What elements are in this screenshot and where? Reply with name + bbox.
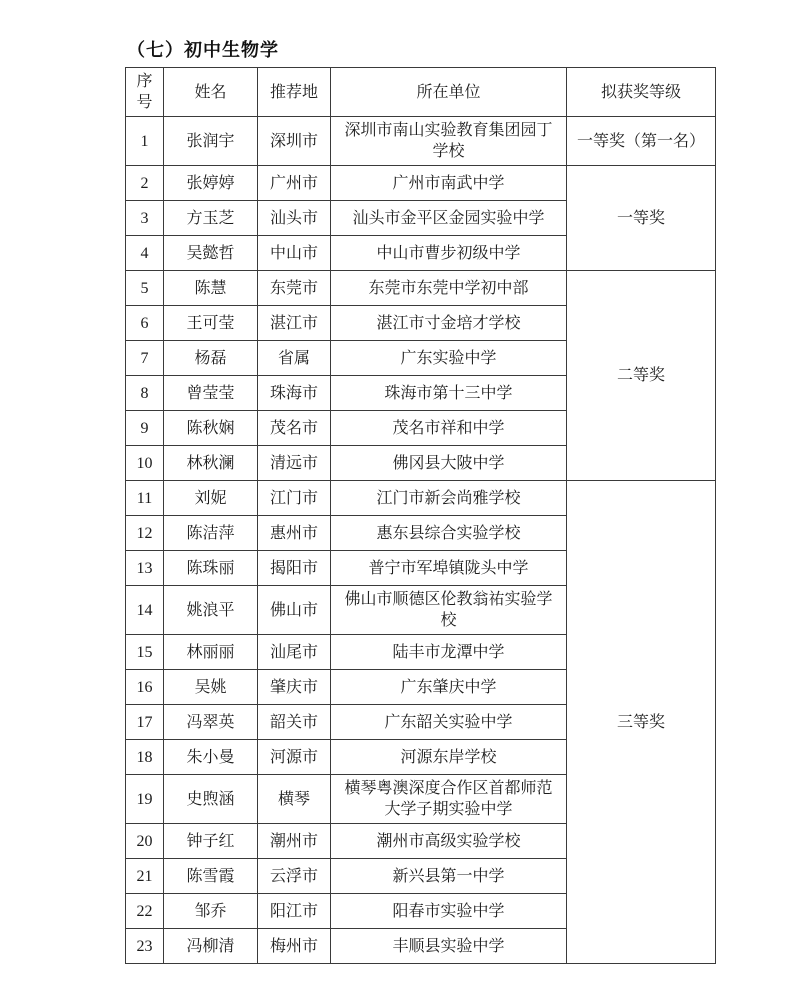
cell-school: 茂名市祥和中学 — [331, 411, 567, 446]
cell-place: 河源市 — [258, 740, 331, 775]
cell-name: 张润宇 — [164, 117, 258, 166]
cell-name: 刘妮 — [164, 481, 258, 516]
cell-school: 湛江市寸金培才学校 — [331, 306, 567, 341]
cell-place: 惠州市 — [258, 516, 331, 551]
cell-no: 14 — [126, 586, 164, 635]
cell-place: 湛江市 — [258, 306, 331, 341]
cell-place: 阳江市 — [258, 894, 331, 929]
cell-school: 佛山市顺德区伦教翁祐实验学校 — [331, 586, 567, 635]
cell-no: 12 — [126, 516, 164, 551]
cell-school: 潮州市高级实验学校 — [331, 824, 567, 859]
cell-school: 河源东岸学校 — [331, 740, 567, 775]
cell-no: 21 — [126, 859, 164, 894]
cell-place: 汕尾市 — [258, 635, 331, 670]
cell-name: 王可莹 — [164, 306, 258, 341]
cell-school: 丰顺县实验中学 — [331, 929, 567, 964]
header-cell-name: 姓名 — [164, 68, 258, 117]
cell-place: 茂名市 — [258, 411, 331, 446]
cell-place: 中山市 — [258, 236, 331, 271]
cell-no: 17 — [126, 705, 164, 740]
header-cell-award: 拟获奖等级 — [567, 68, 716, 117]
cell-no: 19 — [126, 775, 164, 824]
cell-no: 18 — [126, 740, 164, 775]
cell-name: 方玉芝 — [164, 201, 258, 236]
cell-no: 13 — [126, 551, 164, 586]
cell-no: 23 — [126, 929, 164, 964]
cell-place: 汕头市 — [258, 201, 331, 236]
cell-place: 韶关市 — [258, 705, 331, 740]
cell-no: 9 — [126, 411, 164, 446]
cell-no: 11 — [126, 481, 164, 516]
cell-no: 15 — [126, 635, 164, 670]
cell-school: 东莞市东莞中学初中部 — [331, 271, 567, 306]
header-cell-place: 推荐地 — [258, 68, 331, 117]
table-row — [126, 166, 716, 201]
table-row — [126, 481, 716, 516]
cell-no: 1 — [126, 117, 164, 166]
cell-school: 广州市南武中学 — [331, 166, 567, 201]
cell-place: 横琴 — [258, 775, 331, 824]
cell-place: 佛山市 — [258, 586, 331, 635]
cell-school: 深圳市南山实验教育集团园丁学校 — [331, 117, 567, 166]
header-cell-no: 序号 — [126, 68, 164, 117]
cell-school: 广东实验中学 — [331, 341, 567, 376]
cell-school: 江门市新会尚雅学校 — [331, 481, 567, 516]
cell-name: 陈慧 — [164, 271, 258, 306]
cell-name: 陈洁萍 — [164, 516, 258, 551]
cell-place: 东莞市 — [258, 271, 331, 306]
cell-no: 2 — [126, 166, 164, 201]
cell-name: 冯柳清 — [164, 929, 258, 964]
cell-place: 揭阳市 — [258, 551, 331, 586]
cell-name: 杨磊 — [164, 341, 258, 376]
cell-name: 吴懿哲 — [164, 236, 258, 271]
cell-name: 陈珠丽 — [164, 551, 258, 586]
cell-no: 6 — [126, 306, 164, 341]
cell-place: 珠海市 — [258, 376, 331, 411]
cell-place: 云浮市 — [258, 859, 331, 894]
cell-place: 梅州市 — [258, 929, 331, 964]
cell-name: 姚浪平 — [164, 586, 258, 635]
page-title: （七）初中生物学 — [127, 40, 279, 60]
cell-no: 5 — [126, 271, 164, 306]
cell-place: 肇庆市 — [258, 670, 331, 705]
cell-place: 广州市 — [258, 166, 331, 201]
cell-school: 广东韶关实验中学 — [331, 705, 567, 740]
cell-name: 陈雪霞 — [164, 859, 258, 894]
cell-name: 张婷婷 — [164, 166, 258, 201]
cell-place: 江门市 — [258, 481, 331, 516]
cell-place: 深圳市 — [258, 117, 331, 166]
header-cell-school: 所在单位 — [331, 68, 567, 117]
cell-school: 广东肇庆中学 — [331, 670, 567, 705]
cell-no: 8 — [126, 376, 164, 411]
cell-name: 邹乔 — [164, 894, 258, 929]
cell-school: 陆丰市龙潭中学 — [331, 635, 567, 670]
cell-name: 陈秋娴 — [164, 411, 258, 446]
cell-no: 20 — [126, 824, 164, 859]
cell-name: 曾莹莹 — [164, 376, 258, 411]
table-row — [126, 271, 716, 306]
cell-award: 二等奖 — [567, 271, 716, 481]
cell-no: 10 — [126, 446, 164, 481]
cell-school: 中山市曹步初级中学 — [331, 236, 567, 271]
cell-place: 清远市 — [258, 446, 331, 481]
cell-school: 佛冈县大陂中学 — [331, 446, 567, 481]
cell-name: 林丽丽 — [164, 635, 258, 670]
cell-school: 横琴粤澳深度合作区首都师范大学子期实验中学 — [331, 775, 567, 824]
cell-school: 普宁市军埠镇陇头中学 — [331, 551, 567, 586]
cell-no: 16 — [126, 670, 164, 705]
cell-name: 朱小曼 — [164, 740, 258, 775]
cell-name: 冯翠英 — [164, 705, 258, 740]
cell-school: 汕头市金平区金园实验中学 — [331, 201, 567, 236]
cell-school: 惠东县综合实验学校 — [331, 516, 567, 551]
table-row — [126, 117, 716, 166]
cell-name: 史煦涵 — [164, 775, 258, 824]
cell-school: 珠海市第十三中学 — [331, 376, 567, 411]
cell-name: 吴姚 — [164, 670, 258, 705]
cell-award: 一等奖（第一名） — [567, 117, 716, 166]
award-table — [125, 67, 716, 964]
cell-award: 三等奖 — [567, 481, 716, 964]
cell-place: 潮州市 — [258, 824, 331, 859]
cell-award: 一等奖 — [567, 166, 716, 271]
cell-name: 钟子红 — [164, 824, 258, 859]
table-header-row — [126, 68, 716, 117]
cell-school: 新兴县第一中学 — [331, 859, 567, 894]
cell-no: 7 — [126, 341, 164, 376]
cell-no: 22 — [126, 894, 164, 929]
cell-place: 省属 — [258, 341, 331, 376]
cell-no: 3 — [126, 201, 164, 236]
cell-school: 阳春市实验中学 — [331, 894, 567, 929]
cell-name: 林秋澜 — [164, 446, 258, 481]
cell-no: 4 — [126, 236, 164, 271]
